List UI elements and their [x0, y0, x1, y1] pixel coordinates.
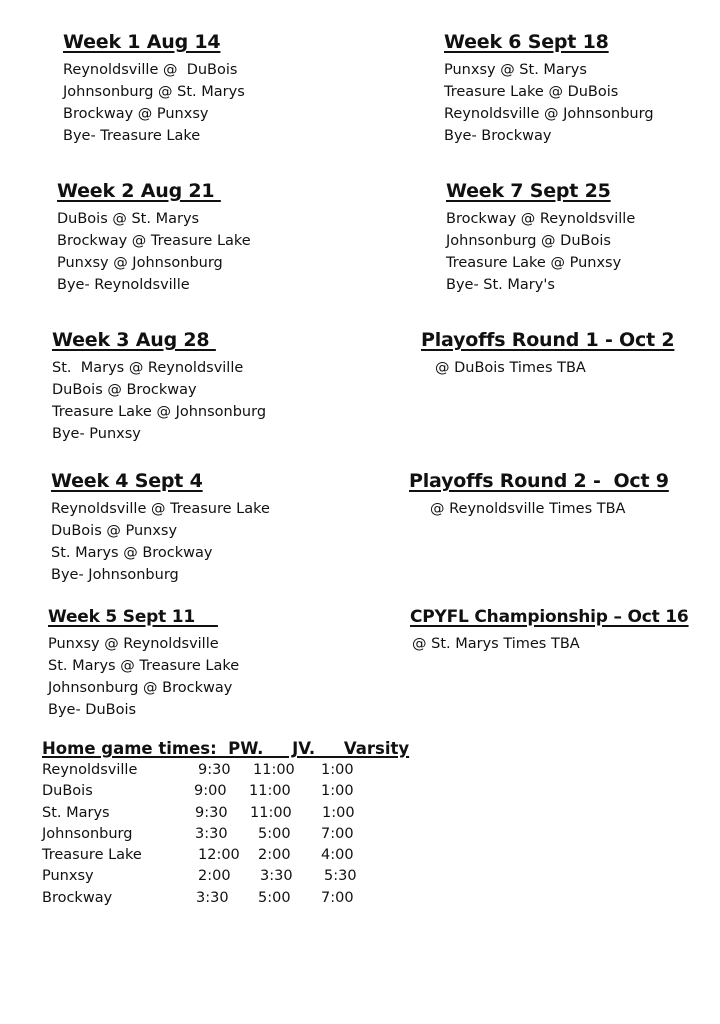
jv-time: 5:00: [258, 889, 291, 906]
week-7-game-1: Brockway @ Reynoldsville: [446, 211, 636, 227]
week-6-heading: Week 6 Sept 18: [444, 31, 609, 53]
week-2-game-2: Brockway @ Treasure Lake: [57, 233, 251, 249]
week-2-game-3: Punxsy @ Johnsonburg: [57, 255, 223, 271]
week-2-game-1: DuBois @ St. Marys: [57, 211, 200, 227]
week-6-game-1: Punxsy @ St. Marys: [444, 62, 587, 78]
team-name: St. Marys: [42, 804, 110, 821]
week-3-game-2: DuBois @ Brockway: [52, 382, 197, 398]
playoffs-round-2-heading: Playoffs Round 2 - Oct 9: [409, 470, 669, 492]
week-5-game-3: Johnsonburg @ Brockway: [48, 680, 233, 696]
pw-time: 9:30: [198, 762, 231, 778]
championship-heading: CPYFL Championship – Oct 16: [410, 607, 689, 627]
week-3-section: [52, 329, 266, 445]
pw-time: 12:00: [198, 847, 240, 864]
week-6-game-2: Treasure Lake @ DuBois: [444, 84, 619, 100]
week-3-heading: Week 3 Aug 28: [52, 329, 216, 351]
team-name: Treasure Lake: [42, 847, 142, 864]
week-5-game-2: St. Marys @ Treasure Lake: [48, 658, 240, 674]
team-name: Brockway: [42, 889, 113, 906]
varsity-time: 1:00: [322, 804, 355, 821]
week-2-heading: Week 2 Aug 21: [57, 180, 221, 202]
week-4-bye: Bye- Johnsonburg: [51, 567, 179, 583]
table-row: [42, 847, 409, 868]
table-row: [42, 868, 409, 889]
playoffs-round-1-heading: Playoffs Round 1 - Oct 2: [421, 329, 675, 351]
jv-time: 11:00: [250, 804, 292, 821]
week-6-bye: Bye- Brockway: [444, 128, 552, 144]
week-2-bye: Bye- Reynoldsville: [57, 277, 190, 293]
table-row: [42, 762, 409, 783]
week-4-heading: Week 4 Sept 4: [51, 470, 203, 492]
week-7-section: [446, 180, 635, 296]
pw-time: 2:00: [198, 868, 231, 885]
varsity-time: 1:00: [321, 783, 354, 800]
jv-time: 11:00: [253, 762, 295, 778]
week-4-game-2: DuBois @ Punxsy: [51, 523, 178, 539]
week-5-game-1: Punxsy @ Reynoldsville: [48, 636, 219, 652]
week-7-game-2: Johnsonburg @ DuBois: [446, 233, 611, 249]
week-1-bye: Bye- Treasure Lake: [63, 128, 201, 144]
championship-section: [410, 607, 689, 655]
team-name: Johnsonburg: [42, 825, 133, 842]
week-5-bye: Bye- DuBois: [48, 702, 137, 718]
week-3-game-3: Treasure Lake @ Johnsonburg: [52, 404, 267, 420]
table-row: [42, 805, 409, 826]
playoffs-round-2-section: [409, 470, 669, 520]
home-game-times-table: [42, 739, 409, 911]
jv-time: 2:00: [258, 847, 291, 864]
varsity-time: 1:00: [321, 762, 354, 778]
varsity-time: 5:30: [324, 868, 357, 885]
pw-time: 3:30: [196, 889, 229, 906]
week-1-section: [63, 31, 245, 147]
team-name: Punxsy: [42, 868, 94, 885]
pw-time: 9:00: [194, 783, 227, 800]
week-7-bye: Bye- St. Mary's: [446, 277, 555, 293]
week-7-heading: Week 7 Sept 25: [446, 180, 611, 202]
week-1-game-3: Brockway @ Punxsy: [63, 106, 209, 122]
table-row: [42, 826, 409, 847]
week-4-section: [51, 470, 270, 586]
jv-time: 5:00: [258, 825, 291, 842]
jv-time: 3:30: [260, 868, 293, 885]
playoffs-round-1-detail: @ DuBois Times TBA: [435, 360, 586, 376]
week-7-game-3: Treasure Lake @ Punxsy: [446, 255, 622, 271]
varsity-time: 7:00: [321, 825, 354, 842]
week-6-section: [444, 31, 654, 147]
playoffs-round-2-detail: @ Reynoldsville Times TBA: [430, 501, 626, 517]
table-row: [42, 890, 409, 911]
week-5-section: [48, 607, 239, 721]
championship-detail: @ St. Marys Times TBA: [412, 636, 580, 652]
week-1-game-1: Reynoldsville @ DuBois: [63, 62, 238, 78]
varsity-time: 7:00: [321, 889, 354, 906]
home-game-times-rows: [42, 762, 409, 911]
jv-time: 11:00: [249, 783, 291, 800]
week-1-game-2: Johnsonburg @ St. Marys: [63, 84, 245, 100]
varsity-time: 4:00: [321, 847, 354, 864]
team-name: DuBois: [42, 783, 93, 800]
home-game-times-header: Home game times: PW. JV. Varsity: [42, 739, 410, 758]
table-row: [42, 783, 409, 804]
pw-time: 9:30: [195, 804, 228, 821]
week-6-game-3: Reynoldsville @ Johnsonburg: [444, 106, 654, 122]
week-2-section: [57, 180, 251, 296]
week-4-game-1: Reynoldsville @ Treasure Lake: [51, 501, 270, 517]
week-3-game-1: St. Marys @ Reynoldsville: [52, 360, 244, 376]
team-name: Reynoldsville: [42, 762, 138, 778]
week-3-bye: Bye- Punxsy: [52, 426, 141, 442]
week-4-game-3: St. Marys @ Brockway: [51, 545, 213, 561]
pw-time: 3:30: [195, 825, 228, 842]
week-1-heading: Week 1 Aug 14: [63, 31, 221, 53]
playoffs-round-1-section: [421, 329, 674, 379]
week-5-heading: Week 5 Sept 11: [48, 607, 218, 627]
